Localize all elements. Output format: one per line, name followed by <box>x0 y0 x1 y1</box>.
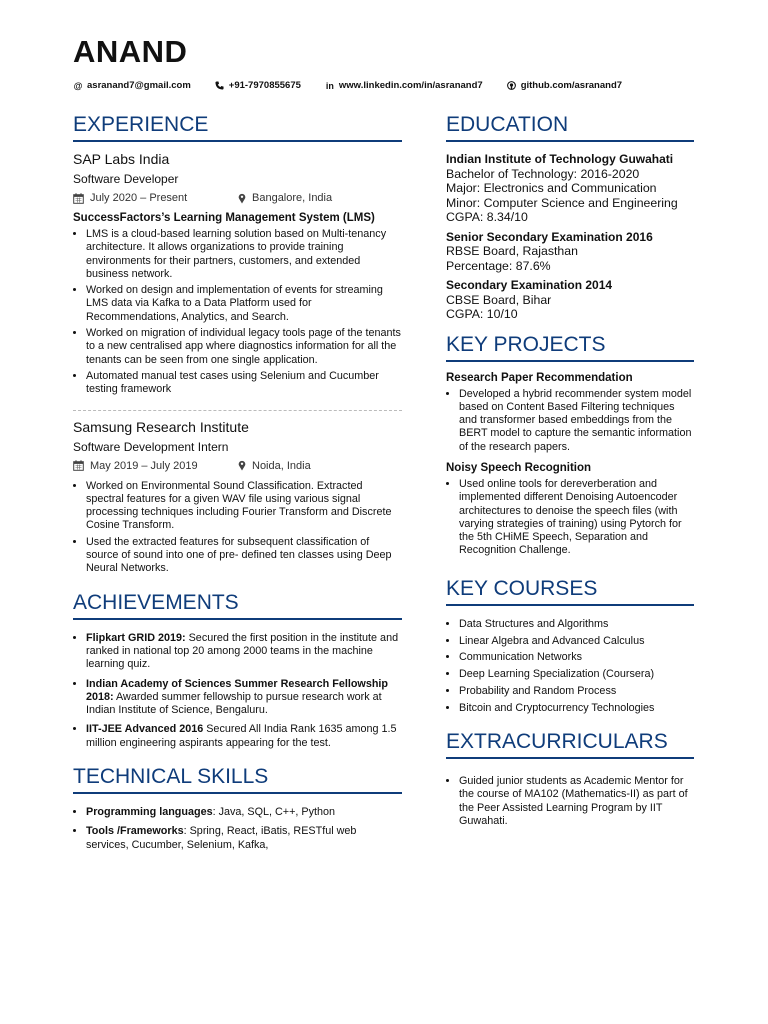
job-sap <box>73 151 402 397</box>
job-dates-text: July 2020 – Present <box>90 192 188 204</box>
list-item: • Developed a hybrid recommender system model based on Content Based Filtering techniques and transformer based embeddings from the BERT model to capture the semantic information of the research papers. <box>459 388 694 454</box>
job-location <box>238 460 311 472</box>
education-entry <box>446 152 694 225</box>
project-name: Research Paper Recommendation <box>446 371 633 384</box>
divider <box>73 410 402 411</box>
contact-github[interactable] <box>507 80 622 91</box>
list-item: • Data Structures and Algorithms <box>459 618 694 631</box>
project-name: Noisy Speech Recognition <box>446 461 592 474</box>
extracurriculars-list <box>446 775 694 828</box>
right-column <box>446 112 694 831</box>
email-text: asranand7@gmail.com <box>87 80 191 91</box>
skills-list <box>73 806 402 852</box>
job-dates <box>73 192 238 204</box>
education-institution: Senior Secondary Examination 2016 <box>446 229 653 244</box>
achievements-list <box>73 632 402 750</box>
contact-email[interactable] <box>73 80 191 91</box>
list-item: • Automated manual test cases using Selenium and Cucumber testing framework <box>86 370 402 397</box>
left-column <box>73 112 402 858</box>
map-pin-icon <box>238 460 246 471</box>
list-item <box>86 632 402 672</box>
job-org: SAP Labs India <box>73 151 170 167</box>
courses-title: KEY COURSES <box>446 576 694 606</box>
courses-list <box>446 618 694 715</box>
skill-text: : Spring, React, iBatis, RESTful web services, Cucumber, Selenium, Kafka, <box>86 825 357 851</box>
education-title: EDUCATION <box>446 112 694 142</box>
at-icon: @ <box>73 80 83 91</box>
github-icon <box>507 81 517 91</box>
projects-list <box>446 372 694 558</box>
education-detail: Minor: Computer Science and Engineering <box>446 195 678 210</box>
education-institution: Secondary Examination 2014 <box>446 278 613 292</box>
list-item: • Used the extracted features for subsequent classification of source of sound into one of pre- defined ten classes using Deep Neural Networks. <box>86 536 402 576</box>
achievement-text: Secured the first position in the institute and ranked in national top 20 among 2000 teams in the machine learning quiz. <box>86 631 399 671</box>
project-bullets <box>446 478 694 558</box>
education-entry <box>446 278 694 322</box>
job-org: Samsung Research Institute <box>73 418 249 435</box>
achievements-title: ACHIEVEMENTS <box>73 590 402 620</box>
calendar-icon <box>73 193 84 204</box>
education-detail: CGPA: 10/10 <box>446 307 518 321</box>
job-role: Software Developer <box>73 172 179 186</box>
education-list <box>446 152 694 322</box>
list-item: • Worked on migration of individual legacy tools page of the tenants to a new centralised app where diagnostics information for all the tenants can be seen from one single application. <box>86 327 402 367</box>
phone-text: +91-7970855675 <box>228 80 301 91</box>
list-item: • Worked on Environmental Sound Classification. Extracted spectral features for a given WAV file using various signal processing techniques including Fourier Transform and Discrete Cosine Transform. <box>86 480 402 533</box>
achievement-text: Secured All India Rank 1635 among 1.5 million engineering aspirants appearing for the test. <box>86 723 397 749</box>
list-item: • Linear Algebra and Advanced Calculus <box>459 635 694 648</box>
job-meta <box>73 460 402 472</box>
achievement-text: Awarded summer fellowship to pursue research work at Indian Institute of Science, Bengaluru. <box>86 690 382 717</box>
contact-linkedin[interactable] <box>325 80 483 91</box>
education-detail: CBSE Board, Bihar <box>446 292 552 307</box>
list-item: • Probability and Random Process <box>459 685 694 698</box>
projects-title: KEY PROJECTS <box>446 332 694 362</box>
phone-icon <box>215 81 225 91</box>
list-item: • Worked on design and implementation of events for streaming LMS data via Kafka to a Data Platform used for Recommendations, Analytics, and Search. <box>86 284 402 324</box>
skill-label: Programming languages <box>86 806 213 819</box>
list-item <box>86 678 402 718</box>
list-item: • Guided junior students as Academic Mentor for the course of MA102 (Mathematics-II) as part of the Peer Assisted Learning Program by IIT Guwahati. <box>459 775 694 828</box>
job-bullets <box>73 228 402 397</box>
education-detail: Bachelor of Technology: 2016-2020 <box>446 166 640 181</box>
list-item <box>86 825 402 852</box>
skill-text: : Java, SQL, C++, Python <box>212 806 336 819</box>
list-item: • Bitcoin and Cryptocurrency Technologies <box>459 702 694 715</box>
contact-phone[interactable] <box>215 80 301 91</box>
list-item <box>86 806 402 819</box>
education-detail: Major: Electronics and Communication <box>446 181 657 195</box>
education-detail: CGPA: 8.34/10 <box>446 210 528 224</box>
list-item: • Communication Networks <box>459 651 694 664</box>
education-detail: RBSE Board, Rajasthan <box>446 244 578 258</box>
achievement-label: Indian Academy of Sciences Summer Research Fellowship 2018: <box>86 677 389 703</box>
achievement-label: Flipkart GRID 2019: <box>86 631 186 644</box>
achievement-label: IIT-JEE Advanced 2016 <box>86 723 204 736</box>
job-role: Software Development Intern <box>73 439 229 454</box>
list-item: • LMS is a cloud-based learning solution based on Multi-tenancy architecture. It allows organizations to provide training environments for their partners, customers, and extended business network. <box>86 228 402 281</box>
job-location-text: Noida, India <box>252 459 311 472</box>
contact-bar <box>73 80 646 91</box>
candidate-name: ANAND <box>73 34 188 69</box>
job-samsung <box>73 419 402 576</box>
list-item: • Used online tools for dereverberation and implemented different Denoising Autoencoder architectures to denoise the speech files (with varying strategies of training) using Pytorch for the 5th CHiME Speech, Separation and Recognition Challenge. <box>459 478 694 558</box>
calendar-icon <box>73 460 84 471</box>
list-item: • Deep Learning Specialization (Coursera) <box>459 668 694 681</box>
github-text: github.com/asranand7 <box>520 80 623 91</box>
map-pin-icon <box>238 193 246 204</box>
project-bullets <box>446 388 694 454</box>
linkedin-icon: in <box>325 80 334 91</box>
job-bullets <box>73 480 402 576</box>
list-item <box>86 723 402 750</box>
job-location-text: Bangalore, India <box>252 192 333 204</box>
job-project-title: SuccessFactors’s Learning Management System (LMS) <box>73 212 375 224</box>
skill-label: Tools /Frameworks <box>86 825 184 838</box>
job-dates-text: May 2019 – July 2019 <box>90 459 198 472</box>
education-entry <box>446 230 694 274</box>
experience-title: EXPERIENCE <box>73 112 402 142</box>
linkedin-text: www.linkedin.com/in/asranand7 <box>338 80 483 91</box>
education-detail: Percentage: 87.6% <box>446 258 551 273</box>
job-location <box>238 192 332 204</box>
extracurriculars-title: EXTRACURRICULARS <box>446 729 694 759</box>
job-dates <box>73 460 238 472</box>
education-institution: Indian Institute of Technology Guwahati <box>446 152 674 166</box>
skills-title: TECHNICAL SKILLS <box>73 764 402 794</box>
job-meta <box>73 192 402 204</box>
